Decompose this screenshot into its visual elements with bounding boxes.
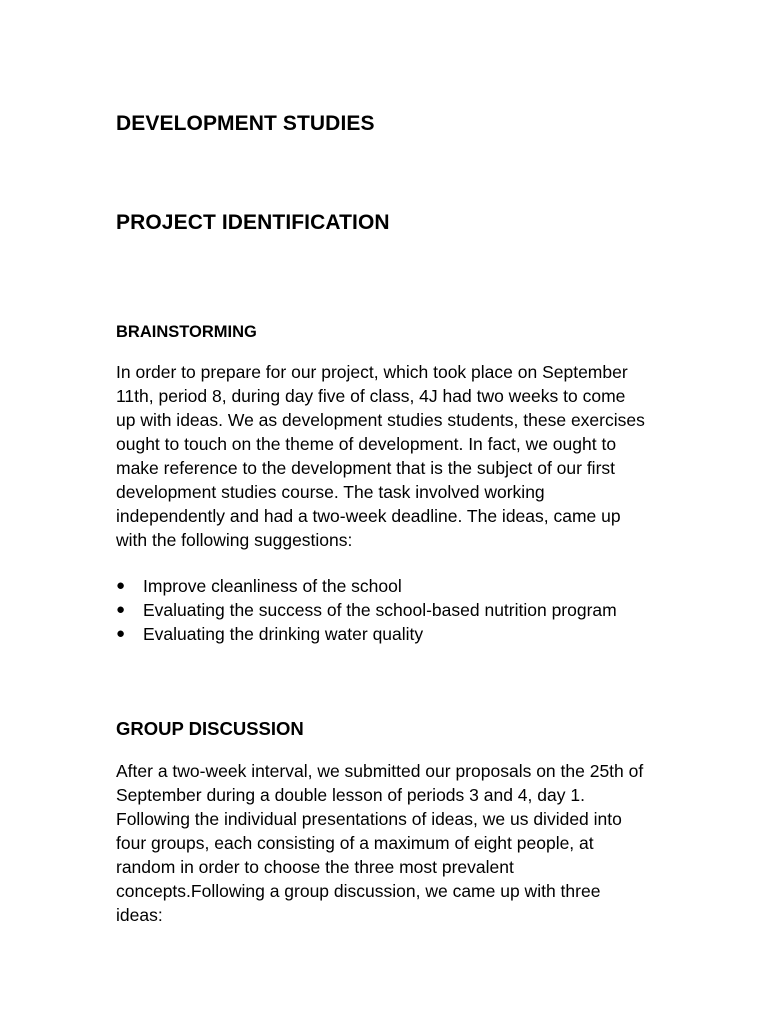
- group-discussion-paragraph: After a two-week interval, we submitted our proposals on the 25th of September during a double lesson of periods 3 and 4, day 1. Following the individual presentations of ideas, we us divided into four groups, each consisting of a maximum of eight people, at random in order to choose the three most prevalent concepts.Following a group discussion, we came up with three ideas:: [116, 761, 644, 925]
- document-subtitle: PROJECT IDENTIFICATION: [116, 211, 390, 234]
- list-item-text: Improve cleanliness of the school: [143, 576, 402, 596]
- bullet-icon: ●: [116, 601, 126, 618]
- list-item-text: Evaluating the success of the school-based nutrition program: [143, 600, 617, 620]
- document-title: DEVELOPMENT STUDIES: [116, 112, 375, 135]
- list-item-text: Evaluating the drinking water quality: [143, 624, 424, 644]
- suggestions-list: [116, 574, 646, 646]
- section-heading-brainstorming: BRAINSTORMING: [116, 323, 257, 341]
- list-item: [116, 574, 646, 598]
- bullet-icon: ●: [116, 625, 126, 642]
- bullet-icon: ●: [116, 577, 126, 594]
- list-item: [116, 622, 646, 646]
- section-heading-group-discussion: GROUP DISCUSSION: [116, 718, 304, 739]
- brainstorming-paragraph: In order to prepare for our project, which took place on September 11th, period 8, during day five of class, 4J had two weeks to come up with ideas. We as development studies students, these exercises ought to touch on the theme of development. In fact, we ought to make reference to the development that is the subject of our first development studies course. The task involved working independently and had a two-week deadline. The ideas, came up with the following suggestions:: [116, 362, 645, 550]
- list-item: [116, 598, 646, 622]
